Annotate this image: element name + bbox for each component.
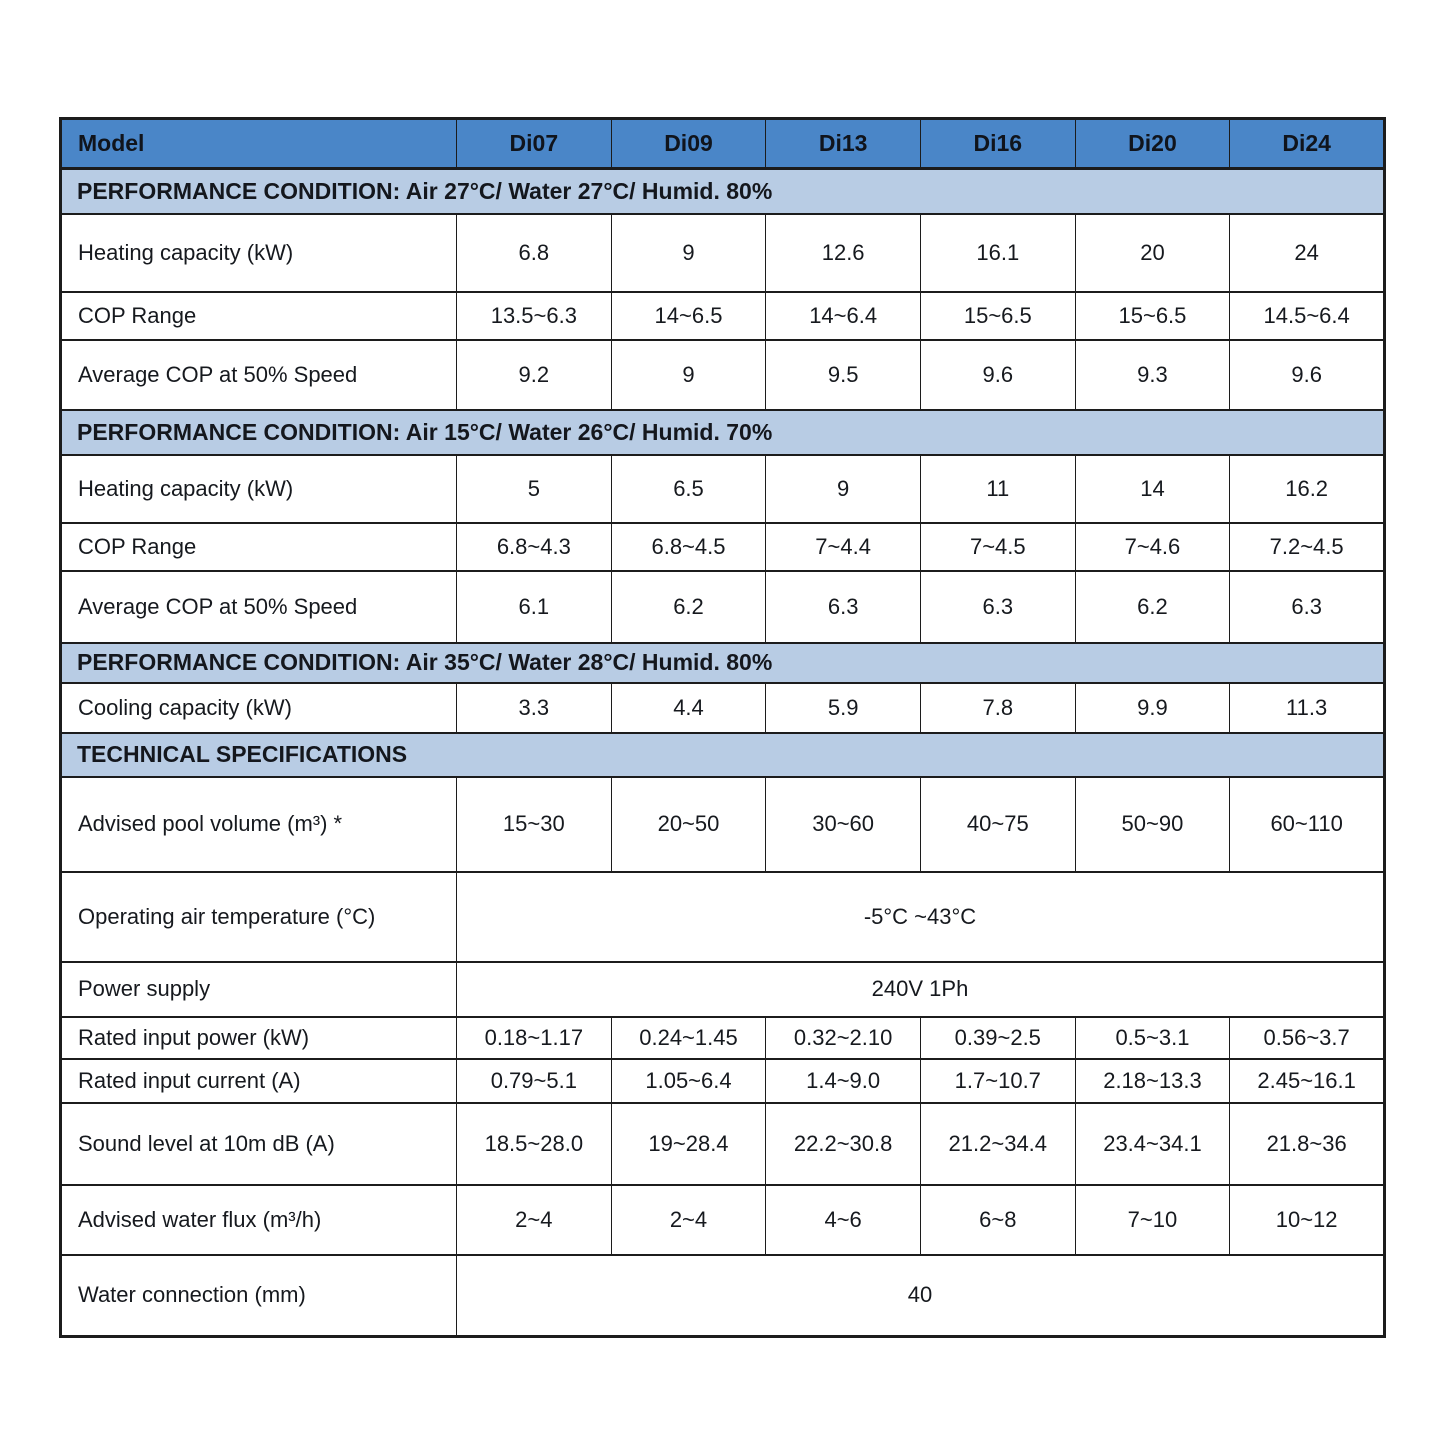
spec-row (61, 523, 1385, 571)
header-model-label: Model (61, 119, 457, 169)
value-cell-di24: 9.6 (1230, 340, 1385, 410)
value-cell-di16: 9.6 (920, 340, 1075, 410)
header-model-di24: Di24 (1230, 119, 1385, 169)
section-title: PERFORMANCE CONDITION: Air 35°C/ Water 28°C/ Humid. 80% (61, 643, 1385, 683)
value-cell-di07: 6.1 (457, 571, 612, 643)
value-cell-di09: 19~28.4 (611, 1103, 766, 1185)
row-label: Rated input current (A) (61, 1059, 457, 1103)
section-row (61, 733, 1385, 777)
section-row (61, 410, 1385, 455)
value-cell-di20: 23.4~34.1 (1075, 1103, 1230, 1185)
value-cell-di09: 6.8~4.5 (611, 523, 766, 571)
value-cell-di24: 21.8~36 (1230, 1103, 1385, 1185)
header-model-di20: Di20 (1075, 119, 1230, 169)
value-cell-di20: 9.9 (1075, 683, 1230, 733)
value-cell-di07: 5 (457, 455, 612, 523)
row-label: Sound level at 10m dB (A) (61, 1103, 457, 1185)
value-cell-di16: 7~4.5 (920, 523, 1075, 571)
spec-row (61, 872, 1385, 962)
value-cell-di20: 6.2 (1075, 571, 1230, 643)
value-cell-di13: 4~6 (766, 1185, 921, 1255)
spec-table (59, 117, 1386, 1338)
row-label: Advised water flux (m³/h) (61, 1185, 457, 1255)
spec-row (61, 777, 1385, 872)
row-label: Heating capacity (kW) (61, 455, 457, 523)
value-cell-di13: 5.9 (766, 683, 921, 733)
row-value-span: 40 (457, 1255, 1385, 1337)
section-title: PERFORMANCE CONDITION: Air 15°C/ Water 26°C/ Humid. 70% (61, 410, 1385, 455)
value-cell-di07: 6.8 (457, 214, 612, 292)
spec-row (61, 292, 1385, 340)
spec-row (61, 1017, 1385, 1059)
value-cell-di16: 0.39~2.5 (920, 1017, 1075, 1059)
row-label: COP Range (61, 523, 457, 571)
value-cell-di20: 15~6.5 (1075, 292, 1230, 340)
table-header (61, 119, 1385, 169)
row-label: Operating air temperature (°C) (61, 872, 457, 962)
value-cell-di09: 20~50 (611, 777, 766, 872)
value-cell-di16: 16.1 (920, 214, 1075, 292)
value-cell-di13: 0.32~2.10 (766, 1017, 921, 1059)
value-cell-di24: 24 (1230, 214, 1385, 292)
value-cell-di09: 4.4 (611, 683, 766, 733)
value-cell-di16: 15~6.5 (920, 292, 1075, 340)
row-value-span: 240V 1Ph (457, 962, 1385, 1017)
value-cell-di20: 50~90 (1075, 777, 1230, 872)
section-row (61, 643, 1385, 683)
value-cell-di07: 6.8~4.3 (457, 523, 612, 571)
value-cell-di09: 9 (611, 340, 766, 410)
header-model-di13: Di13 (766, 119, 921, 169)
value-cell-di20: 20 (1075, 214, 1230, 292)
value-cell-di13: 7~4.4 (766, 523, 921, 571)
value-cell-di24: 2.45~16.1 (1230, 1059, 1385, 1103)
value-cell-di16: 7.8 (920, 683, 1075, 733)
spec-row (61, 340, 1385, 410)
value-cell-di07: 18.5~28.0 (457, 1103, 612, 1185)
value-cell-di16: 1.7~10.7 (920, 1059, 1075, 1103)
value-cell-di09: 1.05~6.4 (611, 1059, 766, 1103)
value-cell-di24: 7.2~4.5 (1230, 523, 1385, 571)
spec-row (61, 962, 1385, 1017)
value-cell-di24: 10~12 (1230, 1185, 1385, 1255)
value-cell-di16: 40~75 (920, 777, 1075, 872)
value-cell-di07: 3.3 (457, 683, 612, 733)
value-cell-di20: 7~4.6 (1075, 523, 1230, 571)
value-cell-di09: 6.2 (611, 571, 766, 643)
value-cell-di24: 0.56~3.7 (1230, 1017, 1385, 1059)
row-label: Heating capacity (kW) (61, 214, 457, 292)
value-cell-di09: 9 (611, 214, 766, 292)
value-cell-di07: 0.79~5.1 (457, 1059, 612, 1103)
spec-row (61, 214, 1385, 292)
value-cell-di07: 2~4 (457, 1185, 612, 1255)
row-label: Average COP at 50% Speed (61, 340, 457, 410)
row-label: Power supply (61, 962, 457, 1017)
value-cell-di13: 12.6 (766, 214, 921, 292)
value-cell-di07: 15~30 (457, 777, 612, 872)
value-cell-di24: 11.3 (1230, 683, 1385, 733)
row-label: Average COP at 50% Speed (61, 571, 457, 643)
section-title: PERFORMANCE CONDITION: Air 27°C/ Water 27°C/ Humid. 80% (61, 169, 1385, 214)
value-cell-di16: 21.2~34.4 (920, 1103, 1075, 1185)
value-cell-di13: 1.4~9.0 (766, 1059, 921, 1103)
value-cell-di07: 13.5~6.3 (457, 292, 612, 340)
spec-row (61, 1059, 1385, 1103)
value-cell-di09: 2~4 (611, 1185, 766, 1255)
value-cell-di24: 16.2 (1230, 455, 1385, 523)
header-model-di09: Di09 (611, 119, 766, 169)
value-cell-di09: 0.24~1.45 (611, 1017, 766, 1059)
value-cell-di07: 9.2 (457, 340, 612, 410)
model-header-row (61, 119, 1385, 169)
section-title: TECHNICAL SPECIFICATIONS (61, 733, 1385, 777)
value-cell-di20: 0.5~3.1 (1075, 1017, 1230, 1059)
value-cell-di13: 14~6.4 (766, 292, 921, 340)
value-cell-di24: 60~110 (1230, 777, 1385, 872)
spec-row (61, 455, 1385, 523)
value-cell-di13: 22.2~30.8 (766, 1103, 921, 1185)
value-cell-di16: 11 (920, 455, 1075, 523)
header-model-di07: Di07 (457, 119, 612, 169)
value-cell-di13: 9.5 (766, 340, 921, 410)
value-cell-di07: 0.18~1.17 (457, 1017, 612, 1059)
value-cell-di20: 2.18~13.3 (1075, 1059, 1230, 1103)
value-cell-di09: 14~6.5 (611, 292, 766, 340)
row-label: Advised pool volume (m³) * (61, 777, 457, 872)
table-body (61, 169, 1385, 1337)
spec-row (61, 1255, 1385, 1337)
value-cell-di13: 9 (766, 455, 921, 523)
value-cell-di13: 6.3 (766, 571, 921, 643)
value-cell-di16: 6~8 (920, 1185, 1075, 1255)
row-label: Rated input power (kW) (61, 1017, 457, 1059)
spec-row (61, 1103, 1385, 1185)
value-cell-di24: 14.5~6.4 (1230, 292, 1385, 340)
value-cell-di24: 6.3 (1230, 571, 1385, 643)
row-value-span: -5°C ~43°C (457, 872, 1385, 962)
row-label: COP Range (61, 292, 457, 340)
value-cell-di20: 9.3 (1075, 340, 1230, 410)
spec-row (61, 571, 1385, 643)
value-cell-di16: 6.3 (920, 571, 1075, 643)
value-cell-di09: 6.5 (611, 455, 766, 523)
value-cell-di13: 30~60 (766, 777, 921, 872)
value-cell-di20: 14 (1075, 455, 1230, 523)
spec-row (61, 683, 1385, 733)
value-cell-di20: 7~10 (1075, 1185, 1230, 1255)
spec-row (61, 1185, 1385, 1255)
row-label: Water connection (mm) (61, 1255, 457, 1337)
header-model-di16: Di16 (920, 119, 1075, 169)
row-label: Cooling capacity (kW) (61, 683, 457, 733)
section-row (61, 169, 1385, 214)
